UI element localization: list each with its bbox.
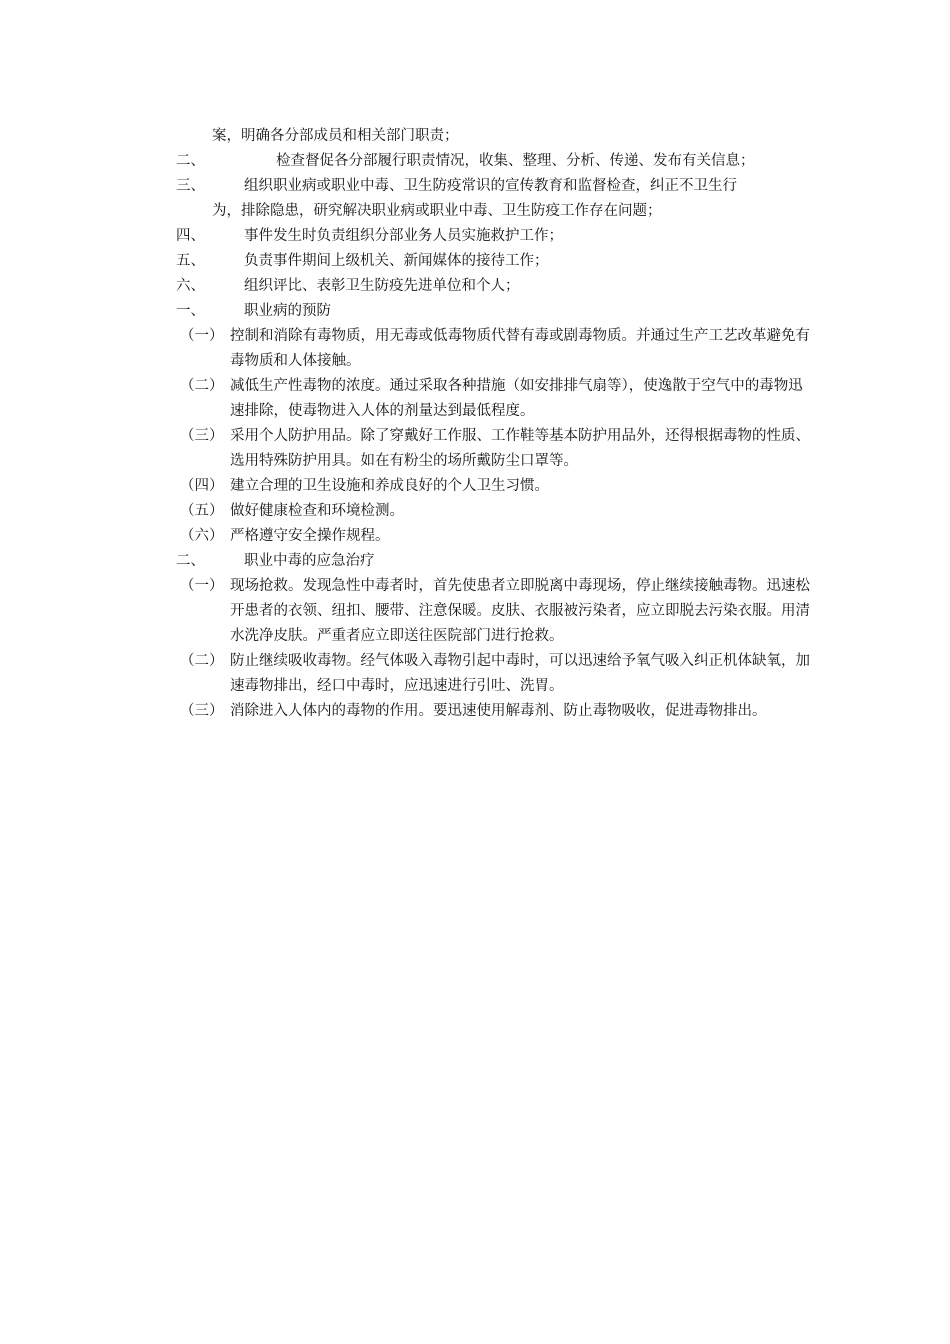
continuation-line: 案，明确各分部成员和相关部门职责；	[212, 128, 459, 144]
list-item	[176, 374, 816, 424]
list-text: 消除进入人体内的毒物的作用。要迅速使用解毒剂、防止毒物吸收，促进毒物排出。	[230, 703, 767, 719]
list-marker: （一）	[180, 578, 224, 594]
duty-item-5	[176, 249, 816, 274]
section-marker: 二、	[176, 553, 205, 569]
list-marker: （六）	[180, 528, 224, 544]
list-text: 防止继续吸收毒物。经气体吸入毒物引起中毒时，可以迅速给予氧气吸入纠正机体缺氧，加速毒物排出，经口中毒时，应迅速进行引吐、洗胃。	[230, 653, 810, 694]
duty-text-line-2: 为，排除隐患，研究解决职业病或职业中毒、卫生防疫工作存在问题；	[212, 203, 662, 219]
list-marker: （四）	[180, 478, 224, 494]
list-text: 做好健康检查和环境检测。	[230, 503, 404, 519]
list-item	[176, 699, 816, 724]
list-item	[176, 474, 816, 499]
list-marker: （二）	[180, 653, 224, 669]
duty-marker: 二、	[176, 153, 205, 169]
duty-item-2	[176, 149, 816, 174]
duty-marker: 四、	[176, 228, 205, 244]
duty-text-line-1: 组织职业病或职业中毒、卫生防疫常识的宣传教育和监督检查，纠正不卫生行	[244, 178, 737, 194]
section-marker: 一、	[176, 303, 205, 319]
duty-text: 组织评比、表彰卫生防疫先进单位和个人；	[244, 278, 520, 294]
document-body	[176, 124, 816, 724]
section-title: 职业病的预防	[244, 303, 331, 319]
duty-text: 负责事件期间上级机关、新闻媒体的接待工作；	[244, 253, 549, 269]
duty-marker: 三、	[176, 178, 205, 194]
list-item	[176, 574, 816, 649]
list-text: 减低生产性毒物的浓度。通过采取各种措施（如安排排气扇等），使逸散于空气中的毒物迅速排除，使毒物进入人体的剂量达到最低程度。	[230, 378, 803, 419]
list-item	[176, 524, 816, 549]
list-marker: （五）	[180, 503, 224, 519]
list-item	[176, 649, 816, 699]
duty-marker: 六、	[176, 278, 205, 294]
section-title: 职业中毒的应急治疗	[244, 553, 375, 569]
list-text: 采用个人防护用品。除了穿戴好工作服、工作鞋等基本防护用品外，还得根据毒物的性质、选用特殊防护用具。如在有粉尘的场所戴防尘口罩等。	[230, 428, 810, 469]
duty-item-3	[176, 174, 816, 224]
duty-item-4	[176, 224, 816, 249]
list-marker: （一）	[180, 328, 224, 344]
list-marker: （三）	[180, 703, 224, 719]
list-text: 现场抢救。发现急性中毒者时，首先使患者立即脱离中毒现场，停止继续接触毒物。迅速松开患者的衣领、纽扣、腰带、注意保暖。皮肤、衣服被污染者，应立即脱去污染衣服。用清水洗净皮肤。严重者应立即送往医院部门进行抢救。	[230, 578, 810, 644]
duty-text: 事件发生时负责组织分部业务人员实施救护工作；	[244, 228, 563, 244]
list-text: 控制和消除有毒物质，用无毒或低毒物质代替有毒或剧毒物质。并通过生产工艺改革避免有毒物质和人体接触。	[230, 328, 810, 369]
section-heading-treatment	[176, 549, 816, 574]
list-marker: （三）	[180, 428, 224, 444]
section-heading-prevention	[176, 299, 816, 324]
list-text: 严格遵守安全操作规程。	[230, 528, 390, 544]
list-item	[176, 499, 816, 524]
prevention-list	[176, 324, 816, 549]
duty-text: 检查督促各分部履行职责情况，收集、整理、分析、传递、发布有关信息；	[276, 153, 755, 169]
list-text: 建立合理的卫生设施和养成良好的个人卫生习惯。	[230, 478, 549, 494]
duty-item-6	[176, 274, 816, 299]
list-item	[176, 424, 816, 474]
list-item	[176, 324, 816, 374]
treatment-list	[176, 574, 816, 724]
duty-marker: 五、	[176, 253, 205, 269]
list-marker: （二）	[180, 378, 224, 394]
